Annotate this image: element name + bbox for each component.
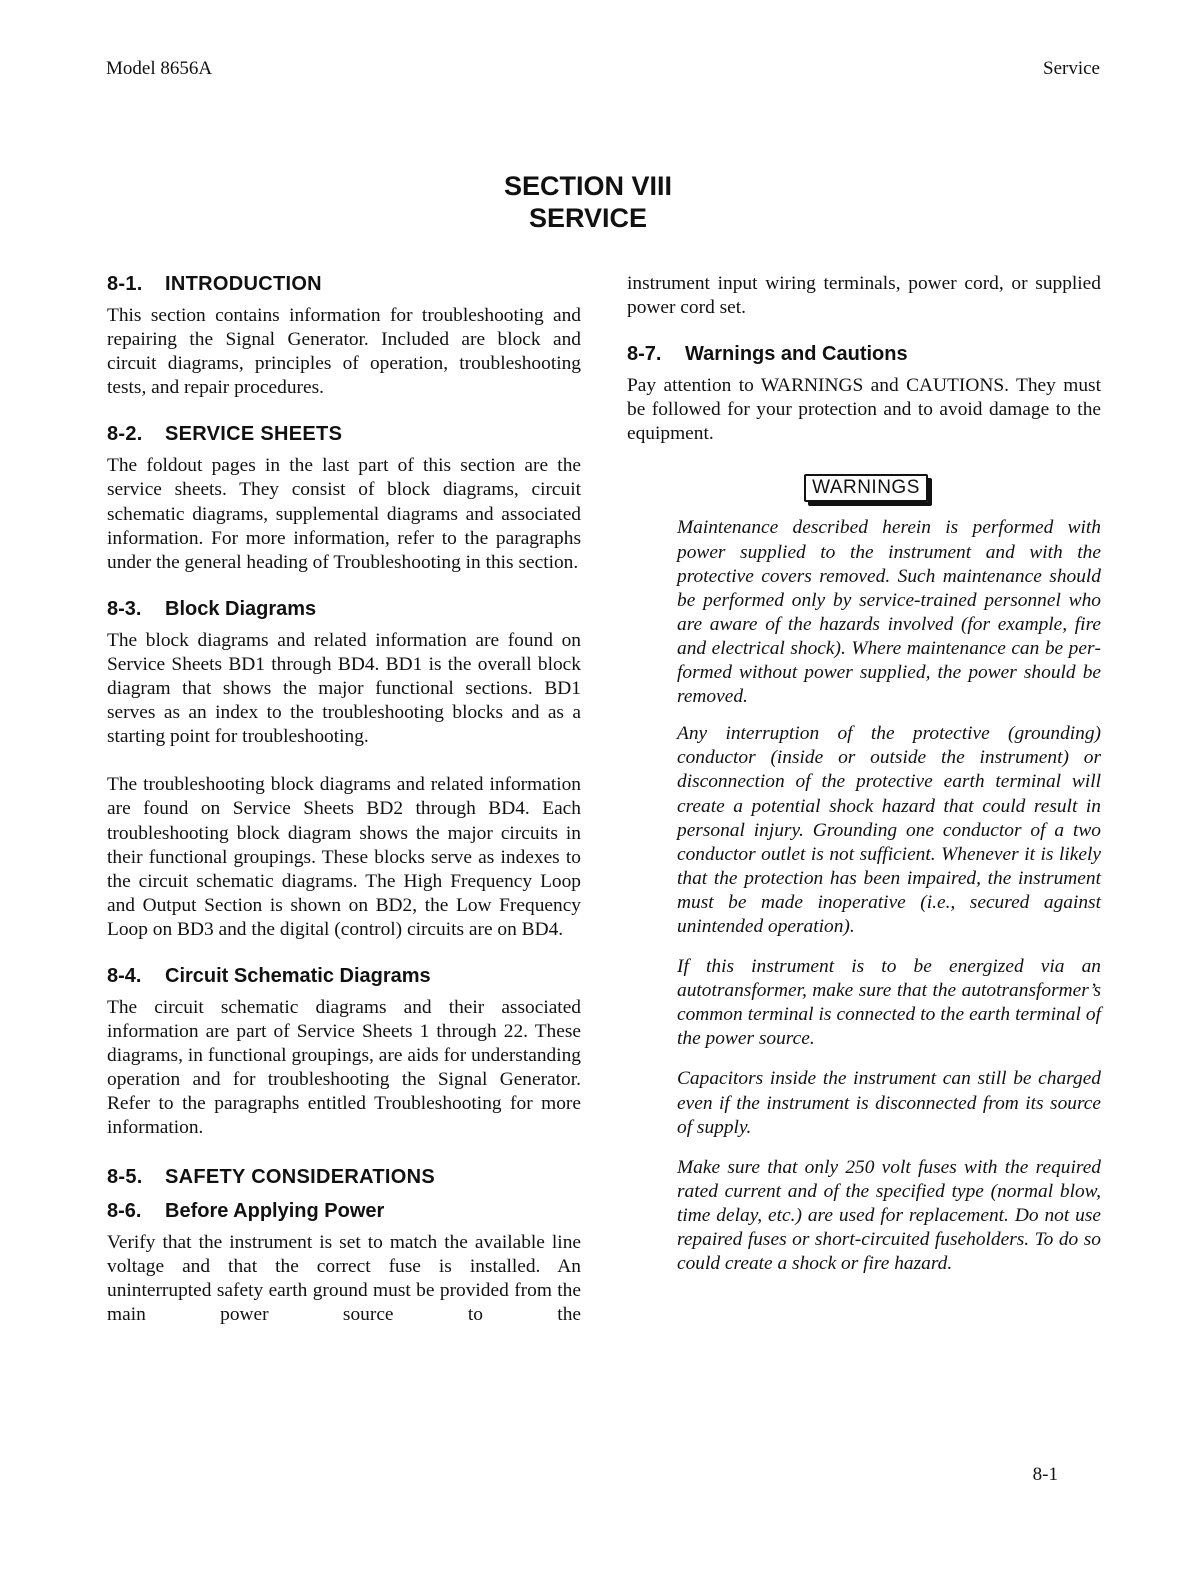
heading-8-1 bbox=[107, 272, 581, 296]
section-name-title: SERVICE bbox=[528, 203, 648, 233]
warnings-label-box: WARNINGS bbox=[804, 474, 928, 502]
heading-number: 8-1. bbox=[107, 273, 143, 295]
heading-text: SAFETY CONSIDERATIONS bbox=[165, 1165, 436, 1188]
section-number-title: SECTION VIII bbox=[503, 171, 673, 201]
heading-number: 8-4. bbox=[107, 964, 142, 987]
paragraph-warnings-cautions: Pay attention to WARNINGS and CAUTIONS. They must be followed for your protection and to avoid damage to the equipment. bbox=[627, 375, 1101, 445]
heading-8-5 bbox=[107, 1165, 581, 1189]
heading-8-2 bbox=[107, 422, 581, 446]
heading-number: 8-6. bbox=[107, 1199, 142, 1222]
warning-item: If this instrument is to be energized via an autotransformer, make sure that the autotransformer’s common terminal is connected to the earth terminal of the power source. bbox=[677, 956, 1101, 1050]
warnings-list bbox=[677, 516, 1101, 1276]
right-column bbox=[627, 272, 1101, 1289]
paragraph-circuit-schematics: The circuit schematic diagrams and their associated information are part of Service Sheets 1 through 22. These diagrams, in functional groupings, are aids for understanding operation and for troubleshooting the Signal Generator. Refer to the paragraphs entitled Troubleshooting for more information. bbox=[107, 996, 581, 1139]
heading-8-6 bbox=[107, 1199, 581, 1223]
warning-item: Any interruption of the protective (grounding) conductor (inside or outside the instrument) or disconnection of the protective earth terminal will create a potential shock hazard that could result in personal injury. Grounding one conductor of a two conductor outlet is not sufficient. Whenever it is likely that the protection has been impaired, the instrument must be made inoperative (i.e., secured against unintended operation). bbox=[677, 723, 1101, 937]
heading-8-3 bbox=[107, 597, 581, 621]
warning-item: Make sure that only 250 volt fuses with the required rated current and of the specified type (normal blow, time delay, etc.) are used for replacement. Do not use repaired fuses or short-circuited fuseholders. To do so could create a shock or fire hazard. bbox=[677, 1156, 1101, 1275]
heading-text: INTRODUCTION bbox=[165, 273, 322, 295]
running-header-section: Service bbox=[1043, 58, 1100, 79]
warning-item: Capacitors inside the instrument can still be charged even if the instrument is disconnected from its source of supply. bbox=[677, 1068, 1101, 1138]
page-title bbox=[0, 170, 1176, 234]
page-number: 8-1 bbox=[1032, 1464, 1058, 1485]
heading-number: 8-7. bbox=[627, 343, 662, 366]
heading-number: 8-2. bbox=[107, 423, 143, 446]
heading-text: Before Applying Power bbox=[165, 1199, 385, 1222]
paragraph-service-sheets: The foldout pages in the last part of this section are the service sheets. They consist of block diagrams, circuit schematic diagrams, supplemental diagrams and associated information. For more information, refer to the paragraphs under the general heading of Troubleshooting in this section. bbox=[107, 455, 581, 573]
paragraph-before-applying-power: Verify that the instrument is set to match the available line voltage and that the correct fuse is installed. An uninterrupted safety earth ground must be provided from the main power source to the bbox=[107, 1231, 581, 1325]
heading-text: SERVICE SHEETS bbox=[165, 423, 343, 446]
heading-8-7 bbox=[627, 342, 1101, 366]
heading-text: Block Diagrams bbox=[165, 597, 317, 620]
warnings-label-container bbox=[627, 474, 1101, 502]
left-column bbox=[107, 272, 581, 1349]
warning-item: Maintenance described herein is performed with power supplied to the instrument and with the protective covers removed. Such maintenance should be performed only by service-trained personnel who are aware of the hazards involved (for example, fire and electrical shock). Where maintenance can be performed without power supplied, the power should be removed. bbox=[677, 517, 1101, 708]
heading-text: Circuit Schematic Diagrams bbox=[165, 964, 431, 987]
heading-number: 8-5. bbox=[107, 1165, 143, 1188]
heading-number: 8-3. bbox=[107, 597, 142, 620]
heading-text: Warnings and Cautions bbox=[685, 343, 908, 366]
paragraph-block-diagrams-1: The block diagrams and related information are found on Service Sheets BD1 through BD4. BD1 is the overall block diagram that shows the major functional sections. BD1 serves as an index to the troubleshooting blocks and as a starting point for troubleshooting. bbox=[107, 629, 581, 748]
heading-8-4 bbox=[107, 964, 581, 988]
paragraph-introduction: This section contains information for troubleshooting and repairing the Signal Generator. Included are block and circuit diagrams, principles of operation, troubleshooting tests, and repair procedures. bbox=[107, 305, 581, 399]
running-header-model: Model 8656A bbox=[106, 58, 213, 79]
paragraph-before-applying-power-cont: instrument input wiring terminals, power cord, or supplied power cord set. bbox=[627, 273, 1101, 319]
paragraph-block-diagrams-2: The troubleshooting block diagrams and related information are found on Service Sheets BD2 through BD4. Each troubleshooting block diagram shows the major circuits in their functional groupings. These blocks serve as indexes to the circuit schematic diagrams. The High Frequency Loop and Output Section is shown on BD2, the Low Frequency Loop on BD3 and the digital (control) circuits are on BD4. bbox=[107, 774, 581, 940]
